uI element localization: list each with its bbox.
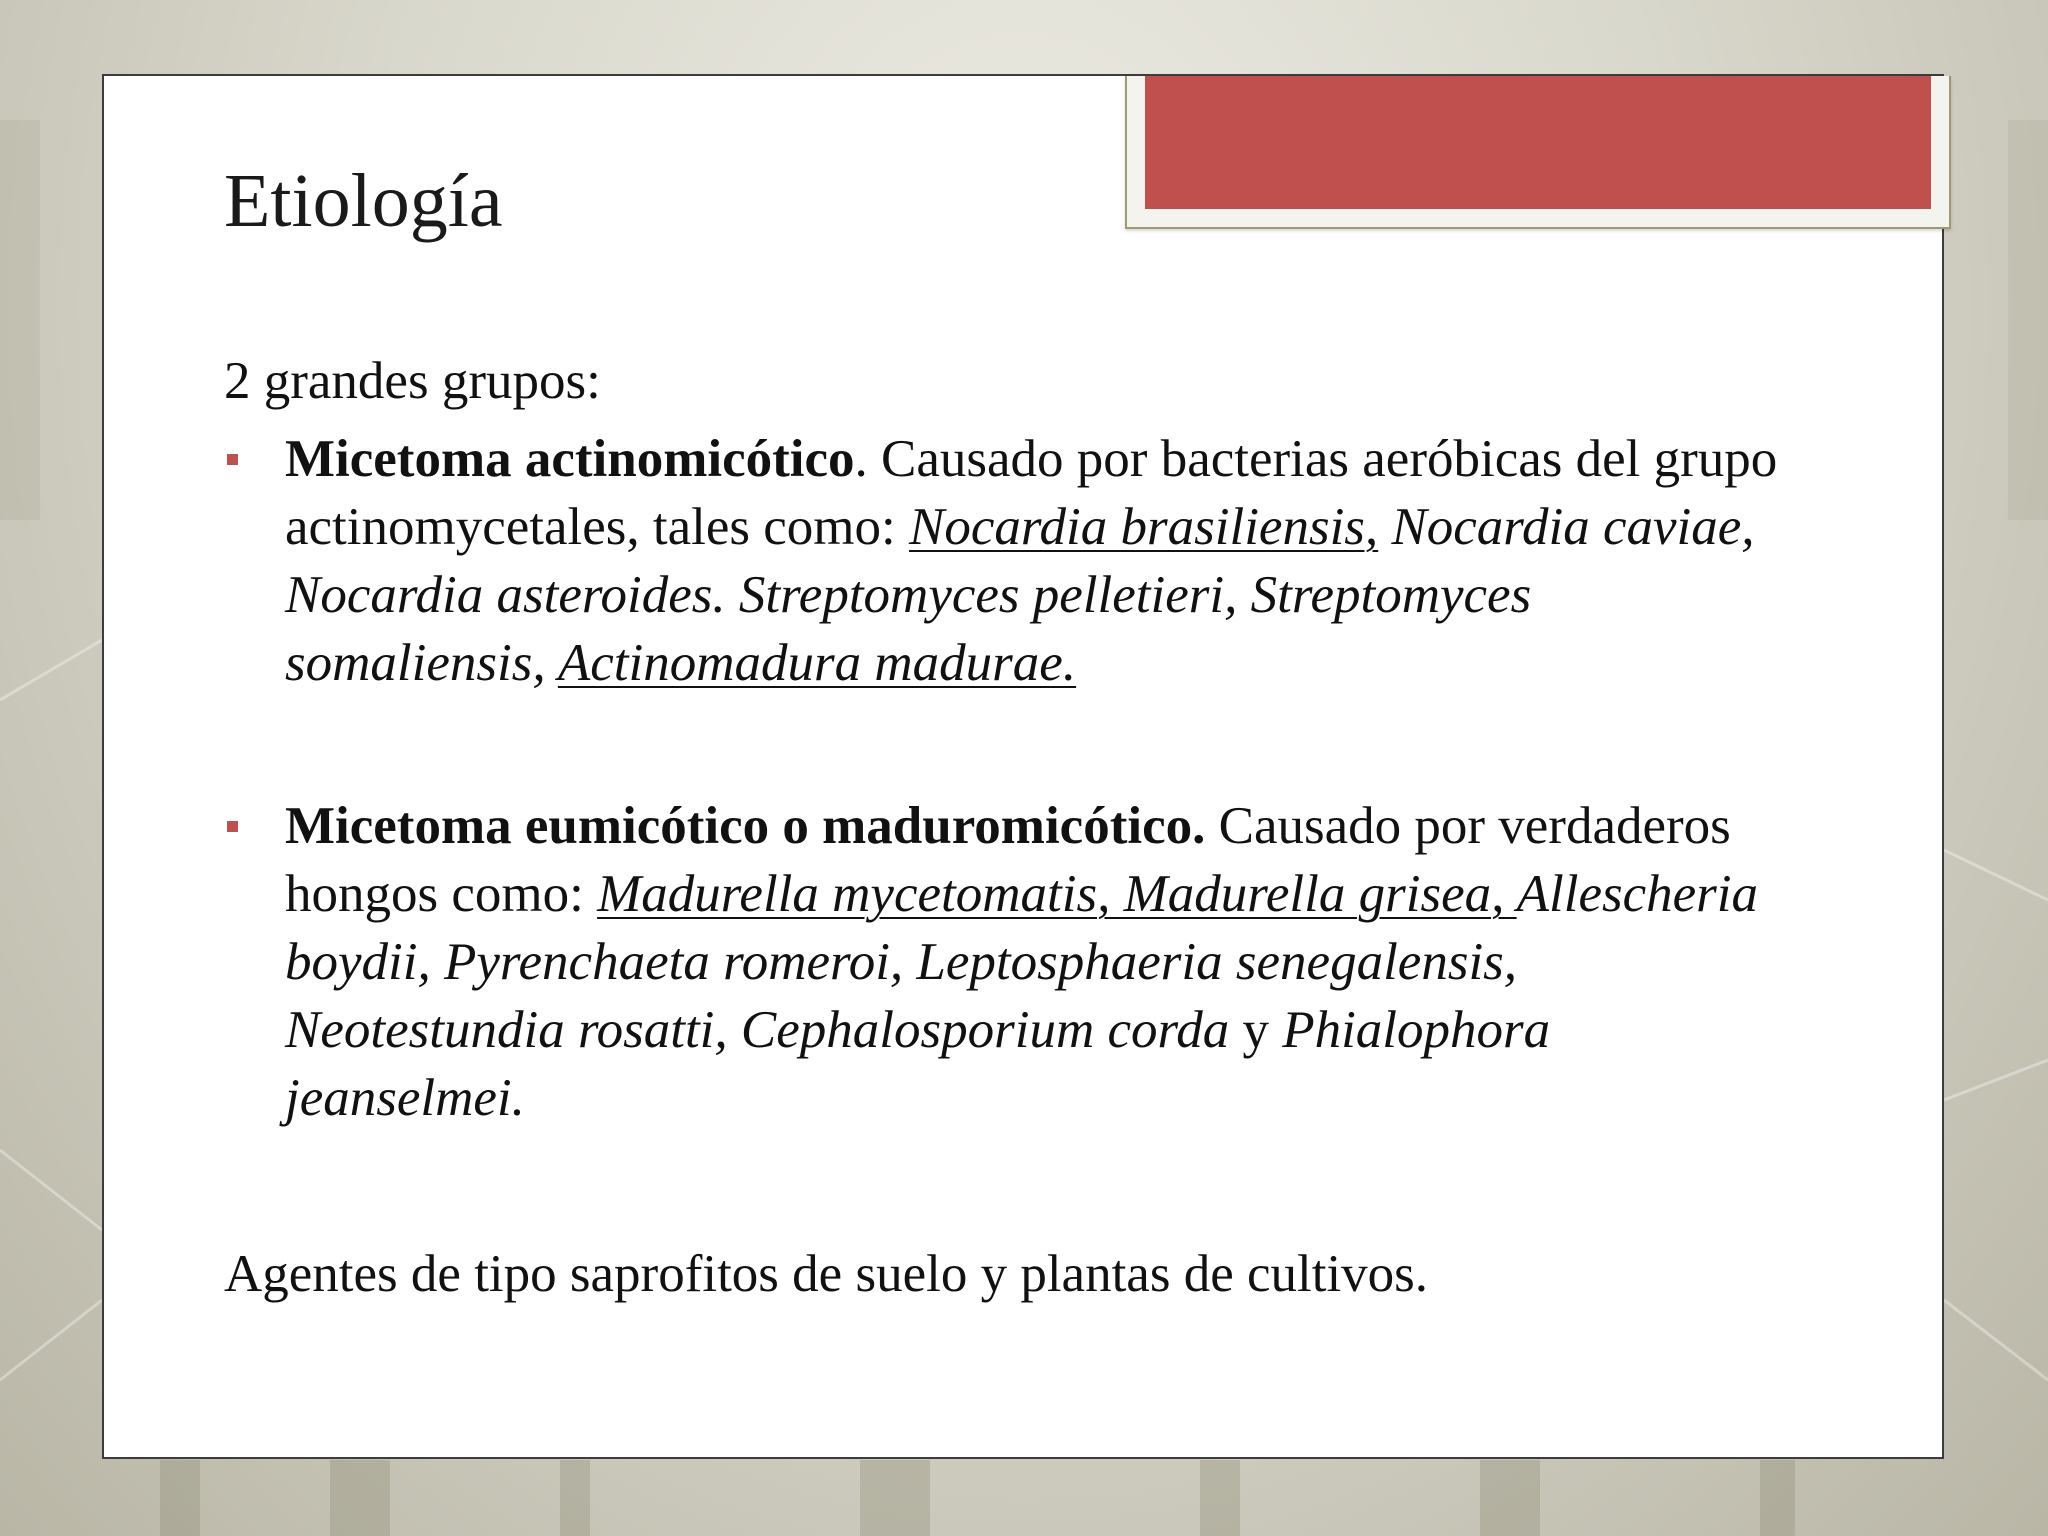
species-list: Nocardia caviae, Nocardia asteroides. Streptomyces pelletieri, Streptomyces somaliensis,: [285, 498, 1755, 692]
bullet-text: Causado por bacterias aeróbicas del grupo actinomycetales, tales como:: [285, 430, 1778, 556]
bullet-eumicotico: [224, 792, 1784, 1132]
species-underlined: Actinomadura madurae.: [557, 634, 1077, 692]
species-connector: y: [1229, 1001, 1283, 1059]
intro-text: 2 grandes grupos:: [224, 352, 601, 410]
slide-panel: [102, 74, 1944, 1459]
footer-text: Agentes de tipo saprofitos de suelo y plantas de cultivos.: [224, 1245, 1429, 1303]
bullet-square-icon: [227, 454, 238, 465]
bullet-heading-end: .: [854, 430, 868, 488]
species-underlined: Nocardia brasiliensis,: [909, 498, 1379, 556]
title-accent-frame: [1125, 76, 1951, 229]
bullet-heading: Micetoma eumicótico o maduromicótico.: [285, 797, 1206, 855]
bullet-text: Causado por verdaderos hongos como:: [285, 797, 1731, 923]
bullet-actinomicotico: [224, 425, 1784, 697]
bullet-square-icon: [227, 821, 238, 832]
species-underlined: Madurella mycetomatis, Madurella grisea,: [597, 865, 1517, 923]
title-accent-bar: [1145, 76, 1931, 209]
slide-title: Etiología: [224, 159, 503, 243]
species-list: Allescheria boydii, Pyrenchaeta romeroi, Leptosphaeria senegalensis, Neotestundia rosatti, Cephalosporium corda: [285, 865, 1759, 1059]
slide-content: [224, 347, 1784, 1303]
bullet-heading: Micetoma actinomicótico: [285, 430, 855, 488]
species-last: Phialophora jeanselmei.: [285, 1001, 1551, 1127]
